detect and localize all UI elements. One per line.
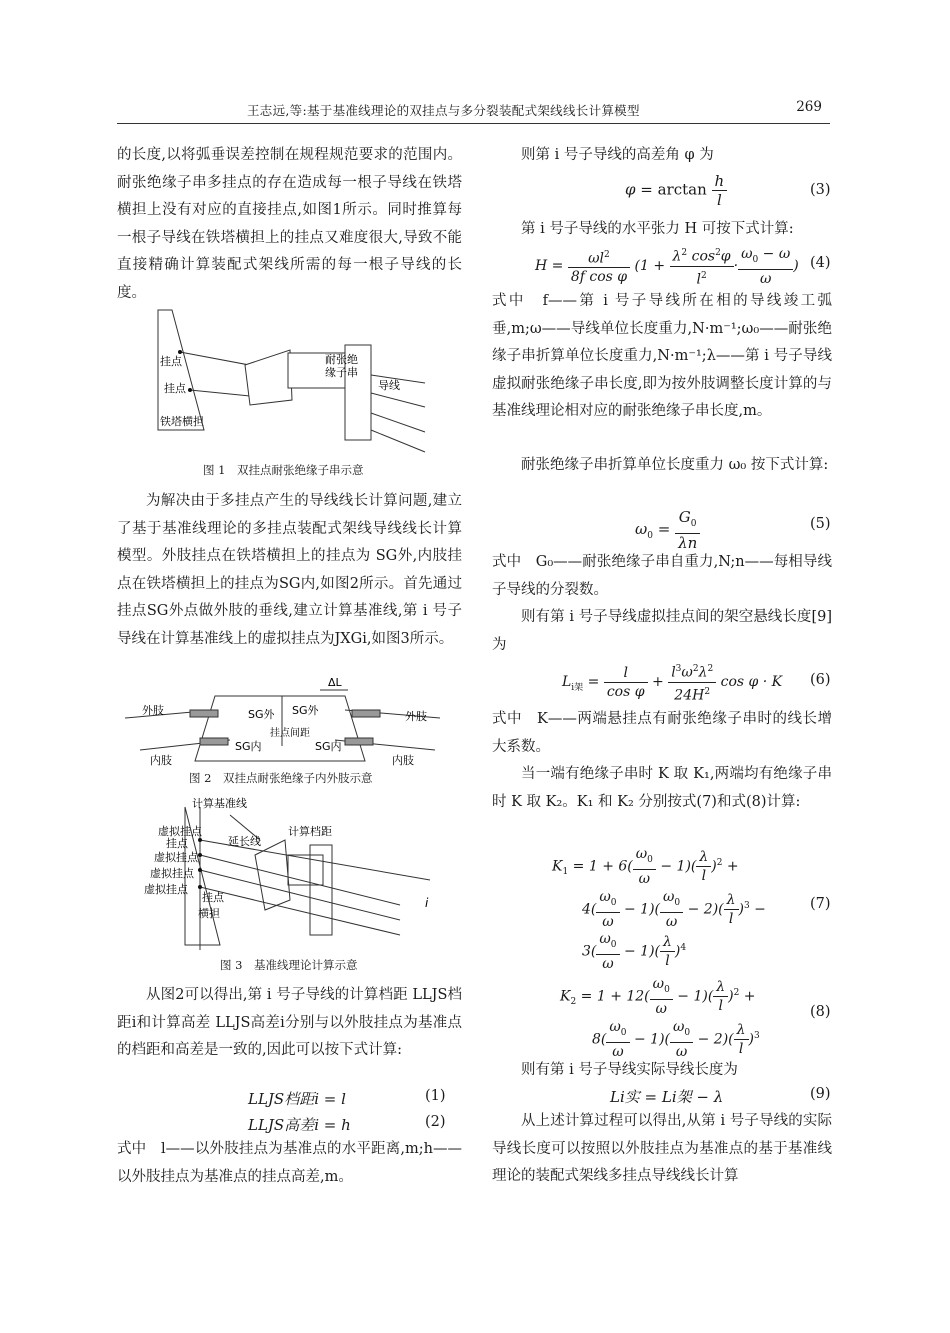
- figure-1: [150, 305, 450, 460]
- right-para-10: 从上述计算过程可以得出,从第 i 号子导线的实际导线长度可以按照以外肢挂点为基准点的基于基准线理论的装配式架线多挂点导线线长计算: [492, 1113, 832, 1184]
- fig2-sg-out-right: SG外: [292, 704, 319, 717]
- equation-1: LLJS档距i = l: [248, 1090, 346, 1108]
- equation-9: Li实 = Li架 − λ: [610, 1088, 724, 1106]
- fig3-vhang-3: 虚拟挂点: [150, 867, 194, 880]
- equation-8-number: (8): [810, 1004, 831, 1020]
- fig3-arm-2: 横担: [198, 907, 220, 920]
- fig2-outer-right: 外肢: [405, 710, 427, 723]
- fig3-vhang-4: 虚拟挂点: [144, 883, 188, 896]
- right-para-3: 式中 f——第 i 号子导线所在相的导线竣工弧垂,m;ω——导线单位长度重力,N·m⁻¹;ω₀——耐张绝缘子串折算单位长度重力,N·m⁻¹;λ——第 i 号子导线虚拟耐张绝缘子串长度,即为按外肢调整长度计算的与基准线理论相对应的耐张绝缘子串长度,m。: [492, 293, 832, 419]
- fig1-label-insulator2: 缘子串: [325, 366, 358, 379]
- equation-5: $\omega_0$ = $\frac{G_0}{\lambda n}$: [635, 508, 700, 552]
- right-para-5: 式中 G₀——耐张绝缘子串自重力,N;n——每相导线子导线的分裂数。: [492, 554, 832, 598]
- fig3-i-label: i: [425, 896, 429, 910]
- fig3-vhang-1: 虚拟挂点: [158, 825, 202, 838]
- figure-1-caption: 图 1 双挂点耐张绝缘子串示意: [203, 463, 364, 477]
- figure-2: [120, 676, 450, 768]
- fig1-label-insulator: 耐张绝: [325, 353, 358, 366]
- equation-7-line-2: 4( $\frac{\omega_0}{\omega}$ − 1)( $\frac{\omega_0}{\omega}$ − 2)( $\frac{\lambda}{l}$ )$^3$ −: [582, 889, 766, 930]
- fig2-sg-out-left: SG外: [248, 708, 275, 721]
- fig1-label-hang2: 挂点: [164, 382, 186, 395]
- running-header: [117, 99, 830, 124]
- right-para-9: 则有第 i 号子导线实际导线长度为: [521, 1062, 738, 1078]
- right-para-6: 则有第 i 号子导线虚拟挂点间的架空悬线长度[9]为: [492, 609, 832, 653]
- fig2-outer-left: 外肢: [142, 704, 164, 717]
- running-title: 王志远,等:基于基准线理论的双挂点与多分裂装配式架线线长计算模型: [247, 103, 640, 118]
- equation-2-number: (2): [425, 1114, 446, 1130]
- equation-3-number: (3): [810, 182, 831, 198]
- fig3-baseline-label: 计算基准线: [192, 797, 247, 810]
- equation-3: φ = arctan $\frac{h}{l}$: [625, 172, 727, 209]
- fig2-inner-left: 内肢: [150, 754, 172, 767]
- fig3-hang: 挂点: [166, 837, 188, 850]
- left-para-2: 为解决由于多挂点产生的导线线长计算问题,建立了基于基准线理论的多挂点装配式架线导线线长计算模型。外肢挂点在铁塔横担上的挂点为 SG外,内肢挂点在铁塔横担上的挂点为SG内,如图2所示。首先通过挂点SG外点做外肢的垂线,建立计算基准线,第 i 号子导线在计算基准线上的虚拟挂点为JXGi,如图3所示。: [117, 493, 462, 647]
- equation-8-line-2: 8( $\frac{\omega_0}{\omega}$ − 1)( $\frac{\omega_0}{\omega}$ − 2)( $\frac{\lambda}{l}$ )$^3$: [592, 1019, 760, 1060]
- equation-6-number: (6): [810, 672, 831, 688]
- fig2-sg-in-left: SG内: [235, 740, 262, 753]
- right-para-8: 当一端有绝缘子串时 K 取 K₁,两端均有绝缘子串时 K 取 K₂。K₁ 和 K₂ 分别按式(7)和式(8)计算:: [492, 766, 832, 810]
- fig3-arm-1: 挂点: [202, 891, 224, 904]
- fig3-span-label: 计算档距: [288, 825, 332, 838]
- right-para-2: 第 i 号子导线的水平张力 H 可按下式计算:: [521, 221, 794, 237]
- equation-7-line-1: $K_1 = 1 + 6$( $\frac{\omega_0}{\omega}$ − 1)( $\frac{\lambda}{l}$ )$^2$ +: [552, 846, 739, 887]
- equation-6: $L_{i架}$ = $\frac{l}{\text{cos φ}}$ + $\frac{l^3\omega^2\lambda^2}{24H^2}$ cos φ · K: [562, 660, 782, 704]
- equation-2: LLJS高差i = h: [248, 1116, 351, 1134]
- fig1-label-hang1: 挂点: [160, 355, 182, 368]
- fig2-inner-right: 内肢: [392, 754, 414, 767]
- fig2-dl-label: ΔL: [328, 676, 342, 689]
- left-para-1: 的长度,以将弧垂误差控制在规程规范要求的范围内。耐张绝缘子串多挂点的存在造成每一根子导线在铁塔横担上没有对应的直接挂点,如图1所示。同时推算每一根子导线在铁塔横担上的挂点又难度很大,导致不能直接精确计算装配式架线所需的每一根子导线的长度。: [117, 147, 462, 301]
- figure-3: [140, 795, 440, 955]
- equation-1-number: (1): [425, 1088, 446, 1104]
- fig2-span-label: 挂点间距: [270, 728, 310, 739]
- right-para-4: 耐张绝缘子串折算单位长度重力 ω₀ 按下式计算:: [521, 457, 829, 473]
- left-para-3: 从图2可以得出,第 i 号子导线的计算档距 LLJS档距i和计算高差 LLJS高差i分别与以外肢挂点为基准点的档距和高差是一致的,因此可以按下式计算:: [117, 987, 462, 1058]
- equation-4: H = $\frac{\omega l^2}{\text{8f cos φ}}$ (1 + $\frac{\lambda^2 \cos^2\varphi}{l^2}$ · $\frac{\omega_0 - \omega}{\omega}$ ): [535, 245, 799, 288]
- fig1-label-conductor: 导线: [378, 379, 400, 392]
- left-para-4: 式中 l——以外肢挂点为基准点的水平距离,m;h——以外肢挂点为基准点的挂点高差,m。: [117, 1141, 462, 1185]
- right-para-1: 则第 i 号子导线的高差角 φ 为: [521, 147, 714, 163]
- page-number: 269: [796, 99, 822, 115]
- figure-3-caption: 图 3 基准线理论计算示意: [220, 958, 358, 972]
- right-para-7: 式中 K——两端悬挂点有耐张绝缘子串时的线长增大系数。: [492, 711, 832, 755]
- figure-2-caption: 图 2 双挂点耐张绝缘子内外肢示意: [189, 771, 373, 785]
- equation-5-number: (5): [810, 516, 831, 532]
- equation-4-number: (4): [810, 255, 831, 271]
- equation-7-line-3: 3( $\frac{\omega_0}{\omega}$ − 1)( $\frac{\lambda}{l}$ )$^4$: [582, 931, 687, 972]
- equation-7-number: (7): [810, 896, 831, 912]
- fig3-ext-label: 延长线: [228, 835, 261, 848]
- equation-9-number: (9): [810, 1086, 831, 1102]
- fig2-sg-in-right: SG内: [315, 740, 342, 753]
- fig3-vhang-2: 虚拟挂点: [154, 851, 198, 864]
- fig1-label-arm: 铁塔横担: [160, 415, 204, 428]
- equation-8-line-1: $K_2 = 1 + 12$( $\frac{\omega_0}{\omega}$ − 1)( $\frac{\lambda}{l}$ )$^2$ +: [560, 976, 756, 1017]
